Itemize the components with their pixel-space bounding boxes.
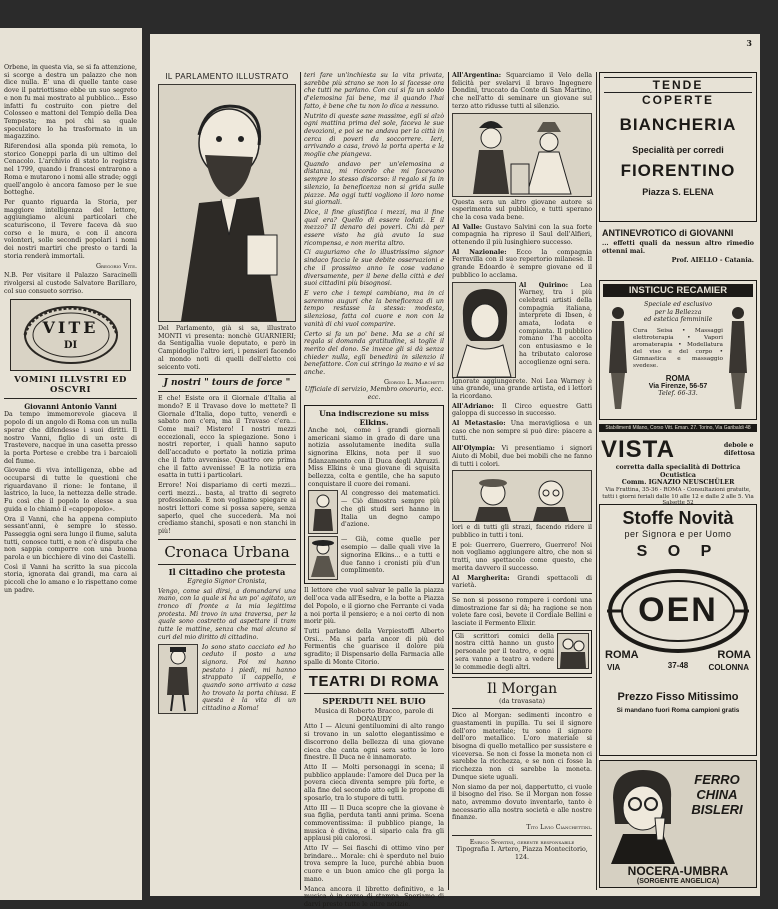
vista-line-2: Comm. IGNAZIO NEUSCHÜLER (621, 479, 735, 487)
recamier-phone: Telef. 66-33. (658, 390, 698, 398)
oen-via-number: 37-48 (667, 661, 689, 670)
footer-editor: Enrico Sportini, gerente responsabile (469, 838, 575, 846)
play-act-1: Atto I — Alcuni gentiluomini di alto rango si trovano in un salotto elegantissimo e discorrono della bellezza di una giovane cieca che canta ogni sera sotto le loro finestre. Il Duca ne è innamorato. (304, 723, 444, 762)
recamier-sub3: ed estetica femminile (643, 316, 713, 324)
editorial-body-6: E vero che i tempi cambiano, ma in ci saremmo auguri che la beneficenza di un tempo restasse la stessa: modesta, silenziosa, fatta col cuore e non con la vanità di chi vuol comparire. (304, 289, 444, 328)
editorial-note-2: Tutti parlano della Verpiestoffi Alberto Orsi... Ma si parla ancor di più del Fermentis che guarisce il dolore più sgradito; il Dispensario della Farmacia alle spalle di Monte Citorio. (304, 627, 444, 666)
quirino-followup: Ignorate aggiungerete. Noi Lea Warney è una grande, una grande artista, ed i lettori la ricordano. (452, 377, 592, 400)
olympia-followup: lori e di tutti gli strazi, facendo ridere il pubblico in tutti i toni. (452, 524, 592, 539)
recamier-title: INSTICUC RECAMIER (603, 284, 753, 297)
editorial-body-4: Dice, il fine giustifica i mezzi, ma il fine qual era? Quello di essere lodati. E il mezzo? Il denaro dei poveri. Chi dà per essere visto ha già avuto la sua ricompensa, e non merita altro. (304, 208, 444, 247)
scrittori-text: Gli scrittori comici della nostra città hanno un gusto personale per il teatro, e ogni sera vanno a teatro a vedere le commedie degli altri. (455, 632, 554, 671)
specialita-text: Specialità per corredi (632, 145, 724, 155)
ferro-line-3: BISLERI (691, 802, 743, 817)
newspaper-page (150, 34, 760, 908)
scrittori-illustration (557, 633, 589, 669)
antinevrotico-title: ANTINEVROTICO di GIOVANNI (602, 228, 734, 238)
elkins-box (304, 405, 444, 585)
tours-de-force-body: E che! Esiste ora il Giornale d'Italia al mondo? E il Travaso dove lo mettete? Il Giornale d'Italia, dopo tutto, venerdì e sabato non c'era, ma il Travaso c'era... Come mai? Mistero! I nostri mezzi eccezionali, ecco la spiegazione. Sono i nostri reporter, i quali hanno saputo dell'accaduto e portato la notizia prima che il fatto avvenisse. Quattro ore prima che il fatto avvenisse! E la notizia era esatta in tutti i particolari. (158, 395, 296, 480)
caricature-illustration (158, 84, 296, 322)
prezzo-fisso: Prezzo Fisso Mitissimo (617, 691, 739, 703)
scrittori-box (452, 630, 592, 675)
oen-via-right: COLONNA (708, 663, 749, 672)
mathematician-illustration (308, 490, 338, 534)
left-section-subtitle: Giovanni Antonio Vanni (24, 402, 117, 412)
vista-side-2: difettosa (723, 450, 755, 457)
adriano-label: All'Adriano: (452, 402, 494, 410)
citizen-illustration (158, 644, 198, 714)
oen-logo (603, 543, 753, 683)
argentina-followup: Questa sera un altro giovane autore si esperimenta sul pubblico, e tutti sperano che la cosa vada bene. (452, 198, 592, 221)
lady-figure-icon (309, 537, 337, 579)
argentina-illustration (452, 113, 592, 197)
vista-line-1: corretta dalla specialità di Dottrica Ocutistica (615, 464, 741, 479)
oen-roma-right: ROMA (717, 649, 751, 661)
column-advertisements (599, 72, 757, 890)
cronaca-body-2: Io sono stato cacciato ed ho ceduto il posto a una signora. Poi mi hanno pestato i piedi, mi hanno strappato il cappello, e quando sono arrivato a casa ho trovato la porta chiusa. E questa è la vita di un cittadino a Roma! (202, 643, 296, 713)
biancheria-title: BIANCHERIA (619, 115, 737, 134)
cronaca-body: Vengo, come sai dirsi, a domandarvi una mano, con la quale si ha un po' agitato, un tronco di fronte a la mia legittima protesta. Mi trovo in una traversa, per la quale sono costretto ad aspettare il tram tutte le mattine, senza che mai alcuno si curi del mio diritto di cittadino. (158, 587, 296, 641)
quirino-actress-illustration (452, 282, 516, 378)
quirino-label: Al Quirino: (519, 281, 569, 289)
left-paragraph-4: Da tempo immemorevole giaceva il popolo di un angolo di Roma con un nulla sperar che difendesse i suoi diritti. Il nostro Vanni, figlio di un oste di Trastevere, nacque in una casetta presso la porta Portese e crebbe tra i barcaioli del fiume. (4, 411, 137, 465)
fiorentino-name: FIORENTINO (620, 161, 736, 180)
stabilimenti-strip (599, 424, 757, 432)
footer-printer: Tipografia I. Artero, Piazza Montecitorio, 124. (456, 846, 588, 862)
writers-icon (558, 634, 588, 668)
editorial-body-7: Certo si fa un po' bene. Ma se a chi si regala si domanda gratitudine, si toglie il merito del dono. Se invece gli si dà senza chieder nulla, egli benedirà in silenzio il benefattore. Con cui stringo la mano e vi sa anche. (304, 330, 444, 377)
recamier-sub1: Speciale ed esclusivo (643, 301, 712, 308)
left-paragraph-3: Per quanto riguarda la Storia, per maggiore intelligenza del lettore, aggiungiamo alcuni particolari che scaturiscono, il Tevere faceva dà suo corso e le mura, e con il ancora volonteri, solle secondi popolari i nomi dei nostri martiri che presto o tardi la storia renderà immortali. (4, 198, 137, 260)
ferro-line-1: FERRO (694, 772, 740, 787)
vista-ad (599, 434, 757, 507)
oen-roma-left: ROMA (605, 649, 639, 661)
tours-de-force-title: J nostri " tours de force " (163, 378, 291, 389)
editorial-signature: Giorgio L. Marchetti (384, 378, 444, 386)
antinevrotico-signature: Prof. AIELLO - Catania. (671, 257, 754, 265)
deputy-portrait-icon (159, 85, 295, 321)
elkins-item-1: Al congresso dei matematici. — Ciò dimostra sempre più che gli studi seri hanno in Italia un degno campo d'azione. (341, 490, 440, 529)
oen-via-left: VIA (607, 663, 621, 672)
left-paragraph-5: Giovane di viva intelligenza, ebbe ad occuparsi di tutte le questioni che riguardavano il rione: le fontane, il lastrico, la luce, la nettezza delle strade. Fu così che il popolo lo elesse a sua guida e lo chiamò il «capopopolo». (4, 467, 137, 513)
morgan-body: Dico al Morgan: sedimenti incontro e guastamenti in pupilla. Tu sei il signore dell'oro materiale; tu sono il signore dell'oro metallico. L'oro materiale si bisogna di quello metallico per sussistere e viceversa. Se non ci fosse la moneta non ci sarebbe la ricchezza, e se non ci fosse la ricchezza non ci sarebbe la moneta. Dunque siete uguali. (452, 712, 592, 781)
tours-de-force-body-2: Errore! Noi dispariamo di certi mezzi... certi mezzi... basta, al tratto di segreto professionale. E non vogliamo spiegare ai nostri lettori come si possa sapere, senza saperlo, quel che succederà. Ma noi crediamo stanchi, sposati e non stanchi in più! (158, 481, 296, 536)
nocera-umbra: NOCERA-UMBRA (627, 864, 729, 878)
metastasio-label: Al Metastasio: (452, 420, 506, 428)
recamier-ad (599, 280, 757, 420)
recamier-services: Cura Seisa • Massaggi elettroterapia • Vapori aromaterapia • Modellatura del viso e del corpo • Gimnastica e massaggio svedese. (633, 328, 723, 370)
tende-line: TENDE (604, 77, 752, 93)
play-act-2: Atto II — Molti personaggi in scena; il pubblico applaude: l'amore del Duca per la povera cieca diventa sempre più forte, e alla fine del secondo atto egli le propone di sposarlo, tra lo stupore di tutti. (304, 764, 444, 802)
recamier-sub2: per la Bellezza (654, 308, 702, 316)
teatri-title: TEATRI DI ROMA (308, 673, 440, 691)
man-with-glass-icon (603, 764, 683, 864)
oen-word: OEN (638, 591, 718, 629)
guerrero-text: E poi: Guerrero, Guerrero, Guerrero! Noi non vogliamo aggiungere altro, che non si tratti, uno spettacolo come questo, che merita davvero il successo. (452, 541, 592, 572)
olympia-illustration (452, 470, 592, 522)
cronaca-title: Cronaca Urbana (164, 542, 290, 561)
actors-scene-icon (453, 114, 591, 196)
olympia-label: All'Olympia: (452, 445, 495, 453)
elkins-item-2: — Già, come quelle per esempio — dalle quali vive la signorina Elkins... e a tutti e due fanno i cronisti più d'un complimento. (341, 536, 440, 575)
editorial-body-3: Quando andavo per un'elemosina a distanza, mi ricordo che mi facevano sempre lo stesso discorso: il regalo si fa in silenzio, la beneficenza non si grida sulle piazze. Ma oggi tutti vogliono il loro nome sui giornali. (304, 160, 444, 207)
column-parlamento (158, 72, 296, 890)
editorial-body-1: teri fare un'inchiesta su la vita privata, sarebbe più strano se non lo si facesse ora che tutti ne parlano. Con cui si fa un soldo d'elemosina fai bene, ma il quando l'hai fatto, è bene che tu non lo dica a nessuno. (304, 72, 444, 110)
argentina-label: All'Argentina: (452, 72, 502, 79)
margherita-text: Grandi spettacoli di varietà. (452, 574, 592, 590)
elkins-title: Una indiscrezione su miss Elkins. (319, 408, 429, 427)
campioni-gratis: Si mandano fuori Roma campioni gratis (616, 707, 740, 714)
left-paragraph-6: Ora il Vanni, che ha appena compiuto sessant'anni, è sempre lo stesso. Passeggia ogni sera lungo il fiume, saluta tutti, conosce tutti, e non c'è disputa che non sappia comporre con una buona parola e un bicchiere di vino dei Castelli. (4, 515, 137, 562)
editorial-note-1: Il lettore che vuol salvar le palle la piazza dell'oca vada all'Esedra, e la botte a Piazza del Popolo, e il giorno che Ferrante ci vada a noi porta il pensiero; e a noi certo di non morir più. (304, 587, 444, 626)
recamier-address: Via Firenze, 56-57 (648, 383, 708, 391)
left-note: N.B. Per visitare il Palazzo Saracinelli rivolgersi al custode Salvatore Barillaro, col suo consueto sorriso. (4, 272, 137, 295)
antinevrotico-ad (599, 226, 757, 280)
caricature-caption: Del Parlamento, già si sa, illustrato MONTI vi presenta: nonchè GUARNIERI; da Sentigallia vuole deputato, e però in Campidoglio l'altro ieri, i pensieri facendo al mondo noti di quelli dell'eletto coi seicento voti. (158, 325, 296, 371)
mathematician-figure-icon (309, 491, 337, 533)
lady-illustration (308, 536, 338, 580)
left-section-title: VOMINI ILLVSTRI ED OSCVRI (14, 375, 127, 396)
vista-side-1: debole e (723, 442, 754, 450)
play-act-4: Atto IV — Sei fiaschi di ottimo vino per brindare... Morale: chi è sperduto nel buio trova sempre la luce, purché abbia buon cuore e un buon amico che gli porga la mano. (304, 845, 444, 883)
morgan-body-2: Non siamo da per noi, dappertutto, ci vuole il bisogno del riso. Se il Morgan non fosse nato, avremmo dovuto inventarlo, tanto è necessario alla nostra società e alle nostre finanze. (452, 783, 592, 822)
stabilimenti-text: Stabilimenti Milano, Corso Vitt. Eman. 27. Torino, Via Garibaldi 48 (605, 425, 751, 431)
ferro-line-2: CHINA (696, 787, 738, 802)
column-editorial (304, 72, 444, 908)
citizen-figure-icon (159, 645, 197, 713)
play-title: SPERDUTI NEL BUIO (322, 697, 426, 708)
sorgente-angelica: (SORGENTE ANGELICA) (636, 878, 720, 885)
vista-title: VISTA (601, 436, 675, 463)
recamier-city: ROMA (665, 374, 691, 384)
nazionale-label: Al Nazionale: (452, 248, 507, 256)
quirino-text: Lea Warney, tra i più celebrati artisti della compagnia italiana, interprete di Ibsen, è amata, lodata e compianta. Il pubblico romano l'ha accolta con entusiasmo e le ha tributato calorose accoglienze ogni sera. (519, 281, 592, 366)
vite-emblem (10, 299, 131, 371)
parlamento-header: IL PARLAMENTO ILLUSTRATO (165, 72, 289, 81)
nazionale-text: Ecco la compagnia Ferravilla con il suo repertorio milanese. Il grande Edoardo è sempre giovane ed il pubblico lo acclama. (452, 248, 592, 279)
adriano-text: Il Circo equestre Gatti galoppa di successo in successo. (452, 402, 592, 418)
fiorentino-address: Piazza S. ELENA (642, 187, 714, 197)
cronaca-greeting: Egregio Signor Cronista, (187, 577, 267, 585)
emblem-subtitle: DI (63, 340, 78, 352)
argentina-text: Squarciamo il Velo della felicità per svelarvi il bravo Ingegnere Dondini, truccato da Conte di San Martino, che nell'atto di seminare un giovane sul terzo atto ridusse tutti al silenzio. (452, 72, 592, 110)
margherita-label: Al Margherita: (452, 574, 510, 582)
elkins-body: Anche noi, come i grandi giornali americani siamo in grado di dare una notizia assolutamente inedita sulla signorina Elkins, nota per il suo fidanzamento con il Duca degli Abruzzi. Miss Elkins è una giovane di squisita bellezza, colta e gentile, che ha saputo conquistare il cuore dei romani. (308, 426, 440, 488)
cronaca-subtitle: Il Cittadino che protesta (168, 567, 286, 578)
page-number: 3 (746, 38, 752, 48)
oen-top-word: S O P (636, 543, 720, 560)
left-paragraph-1: Orbene, in questa via, se si fa attenzione, si scorge a destra un palazzo che non dice nulla. E' una di quelle tante case dove il patriottismo ebbe un suo segreto e non fu mai mostrato al pubblico... Esso infatti fu costruito con pietre del Colosseo e mattoni del Tempio della Dea Tempesta; ma poi chi sa quale speculatore lo ha trasformato in un magazzino. (4, 64, 137, 141)
left-page-column (4, 64, 137, 894)
stoffe-subtitle: per Signora e per Uomo (624, 529, 732, 539)
coperte-line: COPERTE (641, 93, 714, 107)
play-act-3: Atto III — Il Duca scopre che la giovane è sua figlia, perduta tanti anni prima. Scena commoventissima: il pubblico piange, la musica è divina, e il sipario cala fra gli applausi più calorosi. (304, 804, 444, 843)
left-page-fragment (0, 28, 142, 900)
oen-ad (599, 504, 757, 756)
olympia-text: Vi presentiamo i signori Aiuto di Mobil, due bei mobili che ne fanno di tutti i colori. (452, 445, 592, 468)
emblem-title: VITE (42, 318, 99, 338)
cordiale-text: Se non si possono rompere i cordoni una dimostrazione far si dà; ha ragione se non volete fare così, bevete il Cordiale Bellini e lasciate il Fermento Elixir. (452, 596, 592, 628)
editorial-signature-role: Ufficiale di servizio, Membro onorario, ecc. ecc. (304, 386, 444, 402)
morgan-signature: Tito Livio Cianchettini. (526, 824, 592, 832)
actress-portrait-icon (453, 283, 515, 377)
left-signature: Gregorio Vite. (95, 262, 137, 270)
right-figure-icon (723, 303, 753, 413)
comic-duo-icon (453, 471, 591, 521)
morgan-subtitle: (da travasata) (498, 697, 545, 706)
vista-line-3: Via Frattina, 35-36 - ROMA - Consultazioni gratuite, tutti i giorni feriali dalle 10 alle 12 e dalle 2 alle 5. Via Salsette 52 (602, 487, 754, 507)
editorial-body-2: Nutrito di queste sane massime, egli si alzò ogni mattina prima del sole, faceva le sue devozioni, e poi se ne andava per la città in cerca di poveri da soccorrere. Ieri, arrivando a casa, trovò la porta aperta e la moglie che piangeva. (304, 112, 444, 159)
editorial-body-5: Ci auguriamo che lo illustrissimo signor sindaco faccia le sue debite osservazioni e che il prossimo anno le cose vadano diversamente, per il bene della città e dei suoi cittadini più bisognosi. (304, 249, 444, 288)
fiorentino-ad (599, 72, 757, 222)
play-footer: Manca ancora il libretto definitivo, e la musica è in corso di stampa. Speriamo di darvi presto tutte le altre notizie. (304, 885, 444, 908)
play-subtitle: Musica di Roberto Bracco, parole di DONAUDY (314, 707, 434, 724)
valle-text: Gustavo Salvini con la sua forte compagnia ha ripreso il Saul dell'Alfieri, ottenendo il più lusinghiero successo. (452, 223, 592, 247)
left-paragraph-7: Così il Vanni ha scritto la sua piccola storia, ignorata dai grandi, ma cara ai piccoli che lo amano e lo rispettano come un padre. (4, 563, 137, 594)
morgan-title: Il Morgan (486, 681, 558, 698)
valle-label: Al Valle: (452, 223, 483, 231)
stoffe-title: Stoffe Novità (622, 508, 734, 528)
antinevrotico-body: ... effetti quali da nessun altro rimedio ottenni mai. (602, 240, 754, 255)
metastasio-text: Una meravigliosa e un caso che non sempre si può dire: piacere a tutti. (452, 420, 592, 443)
column-theatre-news (452, 72, 592, 890)
ferro-china-ad (599, 760, 757, 888)
left-paragraph-2: Riferendosi alla sponda più remota, lo storico Goneppi parla di un ultimo del Cenacolo. L'archivio di stato lo registra nel 1799, quando i francesi entrarono a Roma e mutarono i nomi alle strade; oggi quell'angolo è ancora famoso per le sue botteghe. (4, 143, 137, 197)
left-figure-icon (603, 303, 633, 413)
